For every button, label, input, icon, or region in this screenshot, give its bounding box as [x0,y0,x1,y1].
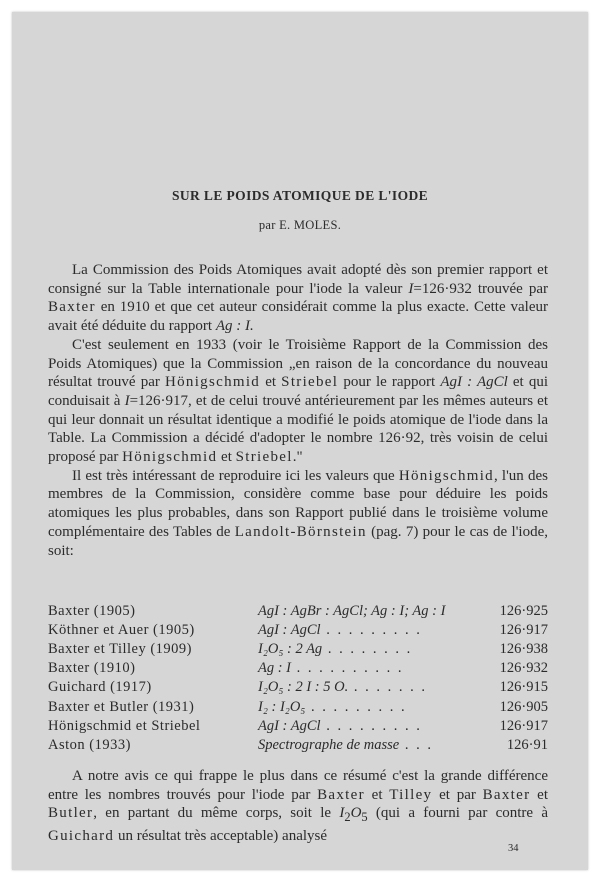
text-run: C'est seulement en 1933 (voir le Troisième Rapport de la Commission des Poids Atomiques) que la Commission „en raison de la concordance du nouveau résultat trouvé par [48,336,548,391]
table-row [48,640,548,659]
value-cell: 126·938 [499,641,548,658]
method-formula: I₂O₅ : 2 I : 5 O. [258,679,349,696]
spaced-name: Striebel [235,449,293,466]
text-run: et par [432,786,483,803]
article-author: par E. MOLES. [258,218,342,232]
table-row [48,602,548,621]
author-cell: Guichard (1917) [48,679,152,696]
author-cell: Baxter et Butler (1931) [48,698,195,715]
value-cell: 126·932 [499,660,548,677]
value-cell: 126·917 [499,717,548,734]
text-run: , l'un des membres de la Commission, considère comme base pour déduire les poids atomiques les plus probables, dans son Rapport publié dans le troisième volume complémentaire des Tables de [48,467,548,540]
author-cell: Baxter et Tilley (1909) [48,641,193,658]
document-page [12,12,588,870]
text-run: un résultat très acceptable) analysé [114,828,328,845]
author-cell: Aston (1933) [48,736,131,753]
leader-dots: . . . . . . . . . [320,717,422,734]
method-cell [258,640,484,659]
method-formula: Spectrographe de masse [258,736,400,753]
value-cell: 126·915 [499,679,548,696]
text-run: et [217,449,236,466]
method-cell [258,602,484,621]
author-cell: Baxter (1905) [48,603,136,620]
table-row [48,717,548,736]
article-title: SUR LE POIDS ATOMIQUE DE L'IODE [171,188,429,203]
author-cell: Baxter (1910) [48,660,136,677]
formula-run: I [339,805,345,822]
paragraph-1 [48,261,548,336]
paragraph-4 [48,767,548,846]
text-run: Il est très intéressant de reproduire ici les valeurs que [72,467,399,484]
text-run: A notre avis ce qui frappe le plus dans ce résumé c'est la grande différence entre les nombres trouvés pour l'iode par [48,768,548,803]
text-run: et qui conduisait à [48,374,549,409]
spaced-name: Landolt-Börnstein [234,523,367,540]
body-text-lower [48,767,548,846]
symbol-run: I [408,280,414,297]
leader-dots: . . . [399,736,433,753]
subscript: 2 [344,810,351,825]
text-run: =126·932 trouvée par [413,280,549,297]
table-row [48,621,548,640]
leader-dots: . . . . . . . . . . [291,660,404,677]
paragraph-3 [48,467,548,561]
method-cell [258,678,484,697]
value-cell: 126·917 [499,622,548,639]
spaced-name: Hönigschmid [164,374,261,391]
method-cell [258,697,484,716]
author-cell: Hönigschmid et Striebel [48,717,201,734]
text-run: en 1910 et que cet auteur considérait comme la plus exacte. Cette valeur avait été déduite du rapport [48,299,548,335]
value-cell: 126·91 [506,736,548,753]
text-run: et [364,786,390,803]
text-run: (pag. 7) pour le cas de l'iode, soit: [48,523,548,559]
method-formula: I₂ : I₂O₅ [258,698,306,715]
text-run: La Commission des Poids Atomiques avait adopté dès son premier rapport et consigné sur la Table internationale pour l'iode la valeur [48,262,548,297]
leader-dots: . . . . . . . [348,679,427,696]
formula-run: Ag : I. [215,318,254,335]
spaced-name: Hönigschmid [122,449,218,466]
subscript: 5 [361,810,368,825]
atomic-weight-table [48,602,548,755]
text-run: , en partant du même corps, soit le [93,805,340,822]
text-run: ." [292,449,303,466]
table-row [48,697,548,716]
page-number: 34 [508,843,519,854]
table-row [48,659,548,678]
table-row [48,678,548,697]
leader-dots: . . . . . . . . [322,641,413,658]
method-formula: I₂O₅ : 2 Ag [258,641,323,658]
formula-run: O [350,805,362,822]
method-cell [258,736,484,755]
body-text-upper [48,261,548,560]
spaced-name: Baxter [482,786,531,803]
leader-dots: . . . . . . . . . [305,698,407,715]
spaced-name: Baxter [48,299,96,316]
method-formula: Ag : I [258,660,292,677]
text-run: et [260,374,282,391]
spaced-name: Tilley [389,786,433,803]
spaced-name: Hönigschmid [398,467,494,484]
spaced-name: Striebel [281,374,339,391]
text-run: =126·917, et de celui trouvé antérieurement par les mêmes auteurs et qui leur donnait un résultat identique a modifié le poids atomique de l'iode dans la Table. La Commission a décidé d'adopter le nombre 126·92, très voisin de celui proposé par [48,392,548,466]
text-run: pour le rapport [338,374,441,391]
method-cell [258,621,484,640]
spaced-name: Guichard [48,828,115,845]
author-cell: Köthner et Auer (1905) [48,622,195,639]
method-formula: AgI : AgCl [258,622,321,639]
paragraph-2 [48,336,548,467]
method-cell [258,659,484,678]
table-row [48,736,548,755]
text-run: (qui a fourni par contre à [367,805,548,822]
method-formula: AgI : AgCl [258,717,321,734]
method-formula: AgI : AgBr : AgCl; Ag : I; Ag : I [258,603,446,620]
spaced-name: Butler [48,805,94,822]
spaced-name: Baxter [317,786,365,803]
leader-dots: . . . . . . . . . [320,622,422,639]
symbol-run: I [124,392,130,409]
text-run: et [530,786,548,803]
method-cell [258,717,484,736]
value-cell: 126·925 [499,603,548,620]
formula-run: AgI : AgCl [440,374,508,391]
value-cell: 126·905 [499,698,548,715]
